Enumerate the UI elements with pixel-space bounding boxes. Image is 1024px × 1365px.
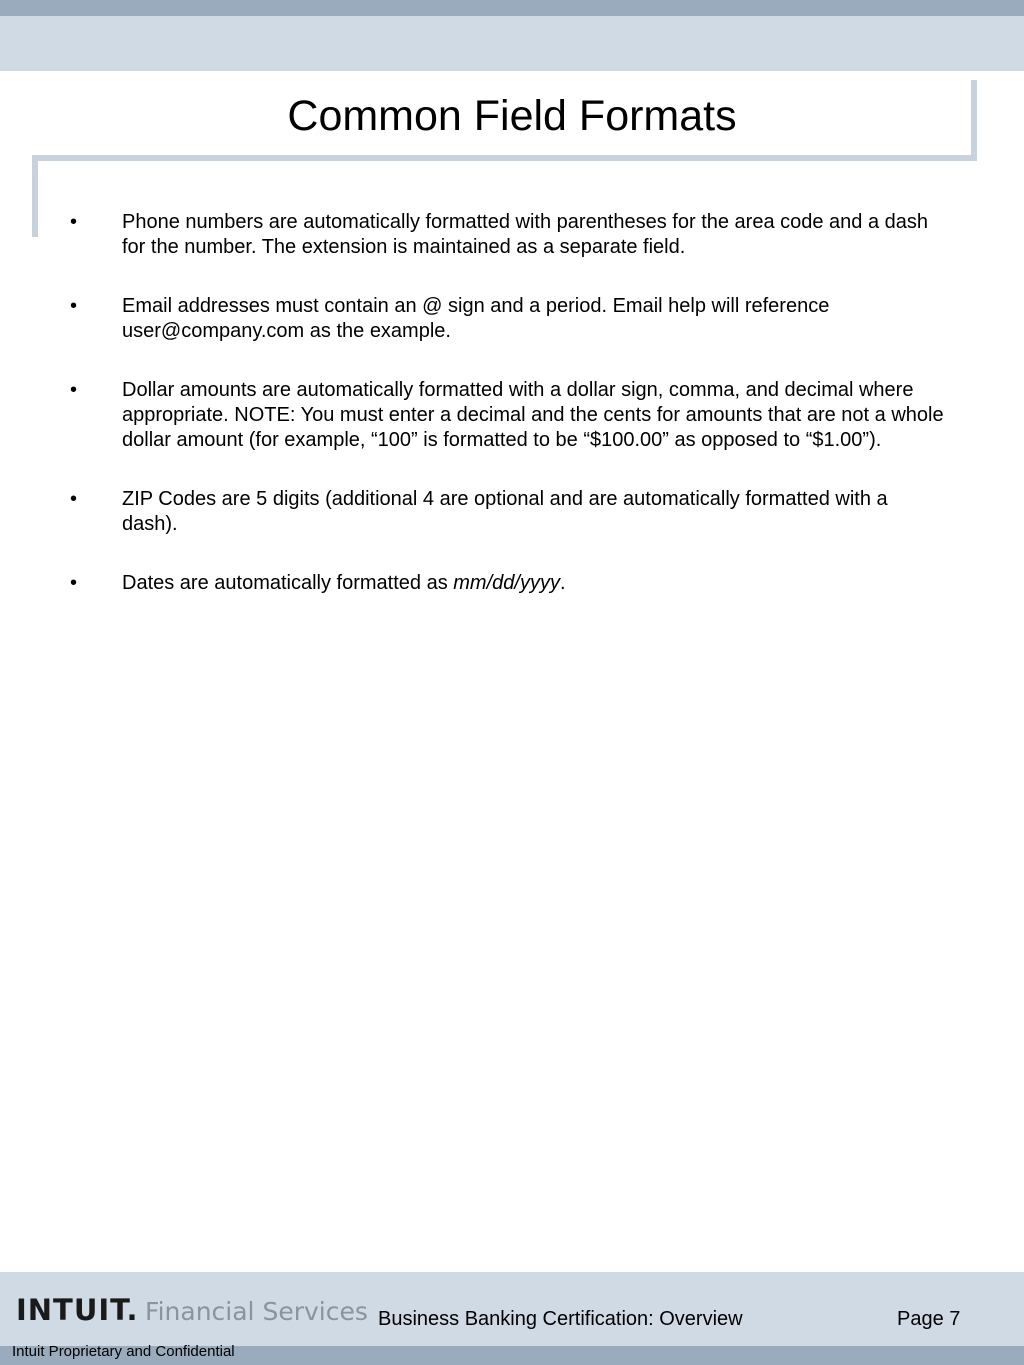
bullet-email-addresses xyxy=(68,294,948,344)
bullet-mark: • xyxy=(70,488,78,510)
bullet-dollar-amounts xyxy=(68,378,948,453)
bullet-text xyxy=(122,572,566,594)
bullet-text: ZIP Codes are 5 digits (additional 4 are optional and are automatically formatted with a dash). xyxy=(122,488,888,535)
title-frame-bottom xyxy=(32,155,977,161)
slide-title: Common Field Formats xyxy=(287,92,737,140)
header-band-dark xyxy=(0,0,1024,16)
bullet-text: Phone numbers are automatically formatted with parentheses for the area code and a dash for the number. The extension is maintained as a separate field. xyxy=(122,211,929,258)
bullet-mark: • xyxy=(70,572,78,594)
bullet-list xyxy=(68,210,948,630)
confidentiality-notice: Intuit Proprietary and Confidential xyxy=(12,1343,235,1360)
date-format-emphasis: mm/dd/yyyy xyxy=(453,572,560,594)
logo-brand: INTUIT. xyxy=(16,1293,139,1327)
bullet-dates xyxy=(68,571,948,596)
footer-course-title: Business Banking Certification: Overview xyxy=(378,1308,743,1330)
intuit-logo xyxy=(16,1293,368,1333)
bullet-zip-codes xyxy=(68,487,948,537)
bullet-mark: • xyxy=(70,379,78,401)
bullet-phone-numbers xyxy=(68,210,948,260)
bullet-text: Dollar amounts are automatically formatted with a dollar sign, comma, and decimal where appropriate. NOTE: You must enter a decimal and the cents for amounts that are not a whole dollar amount (for example, “100” is formatted to be “$100.00” as opposed to “$1.00”). xyxy=(122,379,944,451)
bullet-mark: • xyxy=(70,295,78,317)
bullet-text-after: . xyxy=(559,572,566,594)
bullet-text-before: Dates are automatically formatted as xyxy=(122,572,454,594)
page-number: Page 7 xyxy=(897,1308,961,1330)
bullet-text: Email addresses must contain an @ sign and a period. Email help will reference user@company.com as the example. xyxy=(122,295,830,342)
header-band-light xyxy=(0,16,1024,71)
logo-subtitle: Financial Services xyxy=(145,1297,368,1326)
title-frame-left xyxy=(32,155,38,237)
bullet-mark: • xyxy=(70,211,78,233)
